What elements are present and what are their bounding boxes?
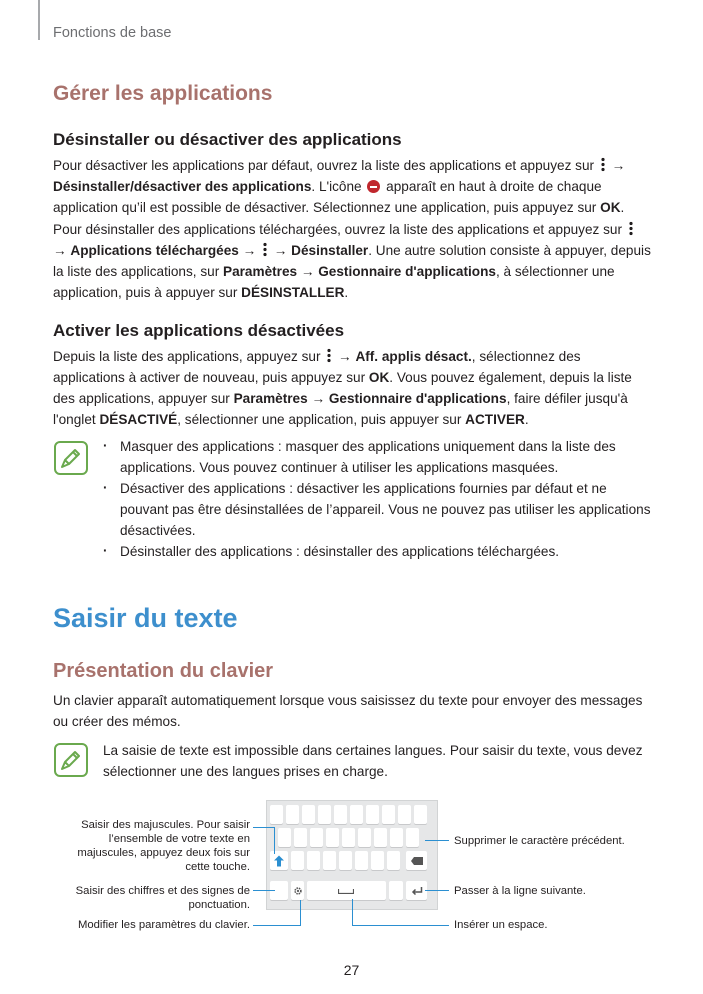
letter-key	[414, 805, 427, 824]
letter-key	[355, 851, 368, 870]
letter-key	[339, 851, 352, 870]
callout-line-space	[352, 899, 353, 926]
paragraph-activate-apps: Depuis la liste des applications, appuyez sur → Aff. applis désact., sélectionnez des applications à activer de nouveau, puis appuyez sur OK. Vous pouvez également, depuis la liste des applications, appuyer sur Paramètres → Gestionnaire d'applications, faire défiler jusqu'à l'onglet DÉSACTIVÉ, sélectionner une application, puis appuyer sur ACTIVER.	[53, 349, 632, 427]
more-options-icon	[327, 348, 331, 363]
list-item: · Désinstaller des applications : désinstaller des applications téléchargées.	[100, 541, 655, 562]
callout-line-space	[352, 925, 449, 926]
paragraph-disable-apps: Pour désactiver les applications par défaut, ouvrez la liste des applications et appuyez sur → Désinstaller/désactiver des applications. L'icône apparaît en haut à droite de chaque application qu’il est possible de désactiver. Sélectionnez une application, puis appuyez sur OK.	[53, 158, 626, 215]
callout-line-backspace	[425, 840, 449, 841]
letter-key	[278, 828, 291, 847]
callout-line-shift	[253, 827, 275, 828]
keyboard-row-3	[270, 851, 434, 870]
subsection-title-activate: Activer les applications désactivées	[53, 321, 345, 340]
letter-key	[350, 805, 363, 824]
callout-space-label: Insérer un espace.	[454, 919, 548, 931]
callout-backspace-label: Supprimer le caractère précédent.	[454, 835, 625, 847]
letter-key	[294, 828, 307, 847]
keyboard-row-4	[270, 881, 434, 900]
letter-key	[323, 851, 336, 870]
callout-settings-label: Modifier les paramètres du clavier.	[77, 919, 250, 931]
list-item: · Masquer des applications : masquer des applications uniquement dans la liste des applications. Vous pouvez continuer à utiliser les applications masquées.	[100, 436, 655, 478]
letter-key	[342, 828, 355, 847]
callout-shift-label: Saisir des majuscules. Pour saisir l’ensemble de votre texte en majuscules, appuyez deux fois sur cette touche.	[77, 819, 250, 873]
callout-line-settings	[300, 900, 301, 926]
running-header: Fonctions de base	[53, 25, 172, 41]
backspace-key[interactable]	[406, 851, 427, 870]
gear-icon	[293, 886, 302, 895]
settings-key[interactable]	[291, 881, 304, 900]
callout-line-enter	[425, 890, 449, 891]
keyboard-row-1	[270, 805, 434, 824]
page-number: 27	[343, 962, 360, 978]
subsection-title-uninstall: Désinstaller ou désactiver des applications	[53, 130, 402, 149]
space-key[interactable]	[307, 881, 386, 900]
letter-key	[358, 828, 371, 847]
letter-key	[406, 828, 419, 847]
space-bar-icon	[338, 889, 354, 894]
letter-key	[286, 805, 299, 824]
note-pencil-icon	[54, 441, 88, 475]
more-options-icon	[629, 221, 633, 236]
letter-key	[302, 805, 315, 824]
more-options-icon	[263, 242, 267, 257]
shift-arrow-icon	[274, 855, 284, 866]
keyboard-illustration	[266, 800, 438, 910]
letter-key	[307, 851, 320, 870]
enter-arrow-icon	[411, 887, 422, 895]
shift-key[interactable]	[270, 851, 288, 870]
chapter-title-text-input: Saisir du texte	[53, 603, 238, 633]
letter-key	[366, 805, 379, 824]
letter-key	[398, 805, 411, 824]
callout-enter-label: Passer à la ligne suivante.	[454, 885, 586, 897]
paragraph-uninstall-apps: Pour désinstaller des applications téléchargées, ouvrez la liste des applications et appuyez sur → Applications téléchargées → → Désinstaller. Une autre solution consiste à appuyer, depuis la liste des applications, sur Paramètres → Gestionnaire d'applications, à sélectionner une application, puis à appuyer sur DÉSINSTALLER.	[53, 222, 651, 300]
callout-line-shift	[274, 827, 275, 854]
letter-key	[334, 805, 347, 824]
disable-minus-icon	[367, 180, 380, 193]
letter-key	[326, 828, 339, 847]
letter-key	[387, 851, 400, 870]
letter-key	[382, 805, 395, 824]
paragraph-keyboard-intro: Un clavier apparaît automatiquement lorsque vous saisissez du texte pour envoyer des messages ou créer des mémos.	[53, 693, 643, 729]
letter-key	[291, 851, 304, 870]
letter-key	[318, 805, 331, 824]
section-title-keyboard-overview: Présentation du clavier	[53, 660, 274, 682]
punctuation-key	[389, 881, 403, 900]
letter-key	[310, 828, 323, 847]
more-options-icon	[601, 157, 605, 172]
callout-symbols-label: Saisir des chiffres et des signes de ponctuation.	[75, 885, 250, 911]
list-item: · Désactiver des applications : désactiver les applications fournies par défaut et ne pouvant pas être désinstallées de l’appareil. Vous ne pouvez pas utiliser les applications désactivées.	[100, 478, 655, 541]
notes-list	[100, 436, 655, 562]
header-divider	[38, 0, 40, 40]
letter-key	[371, 851, 384, 870]
callout-line-settings	[253, 925, 301, 926]
letter-key	[390, 828, 403, 847]
letter-key	[374, 828, 387, 847]
letter-key	[270, 805, 283, 824]
callout-line-symbols	[253, 890, 275, 891]
paragraph-language-note: La saisie de texte est impossible dans certaines langues. Pour saisir du texte, vous devez sélectionner une des langues prises en charge.	[103, 743, 643, 779]
keyboard-row-2	[270, 828, 434, 847]
note-pencil-icon	[54, 743, 88, 777]
enter-key[interactable]	[406, 881, 427, 900]
backspace-icon	[411, 857, 423, 865]
section-title-manage-apps: Gérer les applications	[53, 82, 273, 105]
